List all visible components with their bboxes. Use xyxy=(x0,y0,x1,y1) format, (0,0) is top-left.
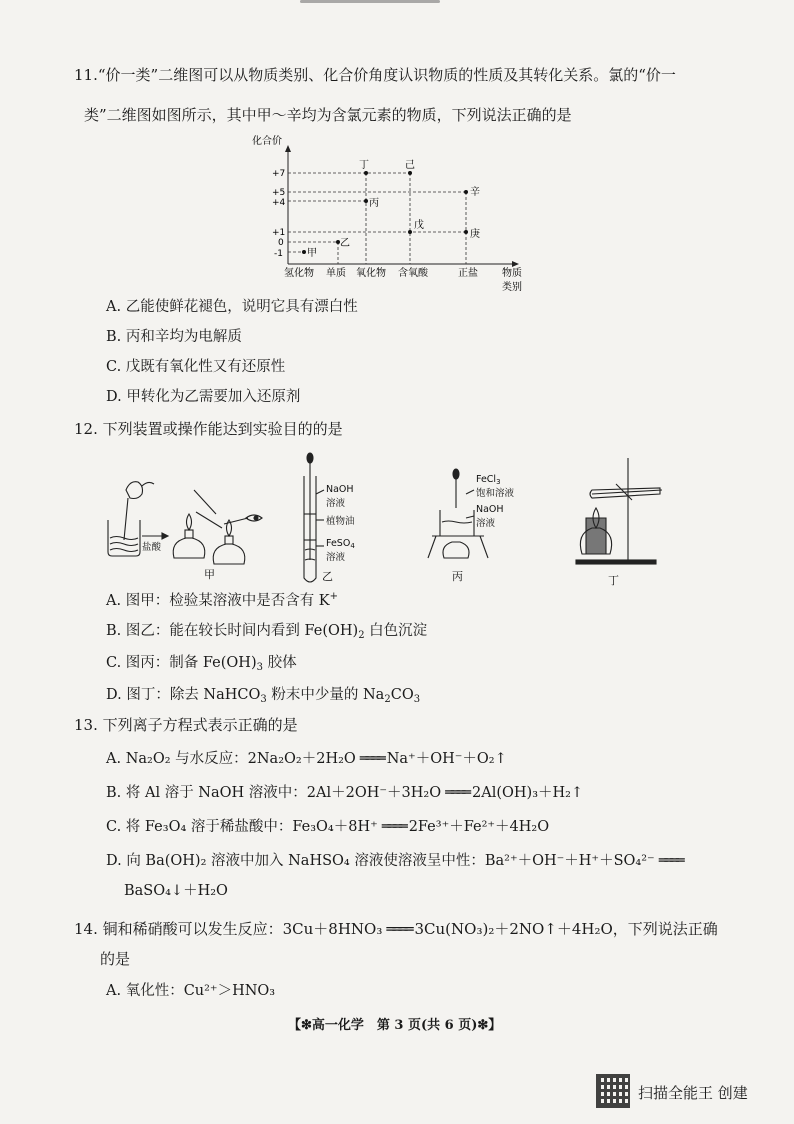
xtick-oxyacid: 含氧酸 xyxy=(398,268,428,279)
q12-option-d: D. 图丁：除去 NaHCO$_3$ 粉末中少量的 $Na_2CO_3$ xyxy=(106,687,421,705)
qr-code-icon xyxy=(596,1074,630,1108)
label-naoh3: NaOH xyxy=(476,504,504,515)
label-fecl3-1: FeCl$_3$ xyxy=(476,474,501,486)
point-xin: 辛 xyxy=(470,187,480,198)
fig-jia: 甲 xyxy=(204,568,215,581)
q11-stem-line2: 类”二维图如图所示，其中甲～辛均为含氯元素的物质，下列说法正确的是 xyxy=(84,106,572,124)
label-fecl3-2: 饱和溶液 xyxy=(476,488,515,499)
point-wu: 戊 xyxy=(414,220,424,231)
point-jia: 甲 xyxy=(307,248,317,259)
label-naoh1: NaOH xyxy=(326,484,354,495)
point-yi: 乙 xyxy=(340,238,350,249)
xlabel-2: 类别 xyxy=(502,282,522,293)
q14-stem-line1: 14. 铜和稀硝酸可以发生反应：3Cu＋8HNO₃ ════ 3Cu(NO₃)₂＋2NO↑＋4H₂O，下列说法正确 xyxy=(74,920,718,938)
q12-option-a: A. 图甲：检验某溶液中是否含有 K+ xyxy=(106,591,339,609)
point-ji: 己 xyxy=(405,160,415,171)
q11-option-d: D. 甲转化为乙需要加入还原剂 xyxy=(106,389,301,405)
q13-option-c: C. 将 Fe₃O₄ 溶于稀盐酸中：Fe₃O₄＋8H⁺ ════ 2Fe³⁺＋Fe²⁺＋4H₂O xyxy=(106,819,550,835)
point-geng: 庚 xyxy=(470,229,480,240)
q14-stem-line2: 的是 xyxy=(100,950,131,968)
q13-stem: 13. 下列离子方程式表示正确的是 xyxy=(74,716,298,734)
q13-option-d: D. 向 Ba(OH)₂ 溶液中加入 NaHSO₄ 溶液使溶液呈中性：Ba²⁺＋OH⁻＋H⁺＋SO₄²⁻ ════ xyxy=(106,853,682,869)
q13-option-a: A. Na₂O₂ 与水反应：2Na₂O₂＋2H₂O ════ Na⁺＋OH⁻＋O₂↑ xyxy=(106,751,507,767)
q14-option-a: A. 氧化性：Cu²⁺＞HNO₃ xyxy=(106,983,276,999)
xlabel-1: 物质 xyxy=(502,268,522,279)
chlorine-valence-chart xyxy=(248,128,538,298)
ytick-p1: +1 xyxy=(272,228,286,238)
chart-ylabel: 化合价 xyxy=(252,136,282,147)
q11-option-a: A. 乙能使鲜花褪色，说明它具有漂白性 xyxy=(106,299,358,315)
q12-stem: 12. 下列装置或操作能达到实验目的的是 xyxy=(74,420,343,438)
label-naoh4: 溶液 xyxy=(476,518,496,529)
ytick-m1: -1 xyxy=(274,249,283,259)
fig-ding: 丁 xyxy=(608,574,619,587)
q11-stem-line1: 11.“价一类”二维图可以从物质类别、化合价角度认识物质的性质及其转化关系。氯的“价一 xyxy=(74,66,676,84)
q11-option-b: B. 丙和辛均为电解质 xyxy=(106,329,242,345)
label-feso4-1: FeSO$_4$ xyxy=(326,538,355,550)
label-oil: 植物油 xyxy=(326,516,355,527)
label-hcl: 盐酸 xyxy=(142,542,162,553)
ytick-0: 0 xyxy=(278,238,284,248)
fig-bing: 丙 xyxy=(452,570,463,583)
q13-option-d-cont: BaSO₄↓＋H₂O xyxy=(124,883,228,899)
ytick-p5: +5 xyxy=(272,188,286,198)
ytick-p4: +4 xyxy=(272,198,286,208)
page-footer: 【❇高一化学 第 3 页(共 6 页)❇】 xyxy=(288,1018,502,1033)
q12-apparatus-figure xyxy=(96,450,696,590)
fig-yi: 乙 xyxy=(322,570,333,583)
label-feso4-2: 溶液 xyxy=(326,552,346,563)
q11-option-c: C. 戊既有氧化性又有还原性 xyxy=(106,359,286,375)
q13-option-b: B. 将 Al 溶于 NaOH 溶液中：2Al＋2OH⁻＋3H₂O ════ 2Al(OH)₃＋H₂↑ xyxy=(106,785,584,801)
xtick-oxide: 氧化物 xyxy=(356,268,386,279)
ytick-p7: +7 xyxy=(272,169,286,179)
q12-option-b: B. 图乙：能在较长时间内看到 $Fe(OH)_2$ 白色沉淀 xyxy=(106,623,428,641)
xtick-hydride: 氢化物 xyxy=(284,268,314,279)
scanner-watermark: 扫描全能王 创建 xyxy=(638,1084,748,1102)
point-bing: 丙 xyxy=(369,198,379,209)
point-ding: 丁 xyxy=(359,160,369,171)
label-naoh2: 溶液 xyxy=(326,498,346,509)
xtick-element: 单质 xyxy=(326,268,346,279)
top-scan-mark xyxy=(300,0,440,3)
xtick-salt: 正盐 xyxy=(458,268,478,279)
q12-option-c: C. 图丙：制备 $Fe(OH)_3$ 胶体 xyxy=(106,655,297,673)
